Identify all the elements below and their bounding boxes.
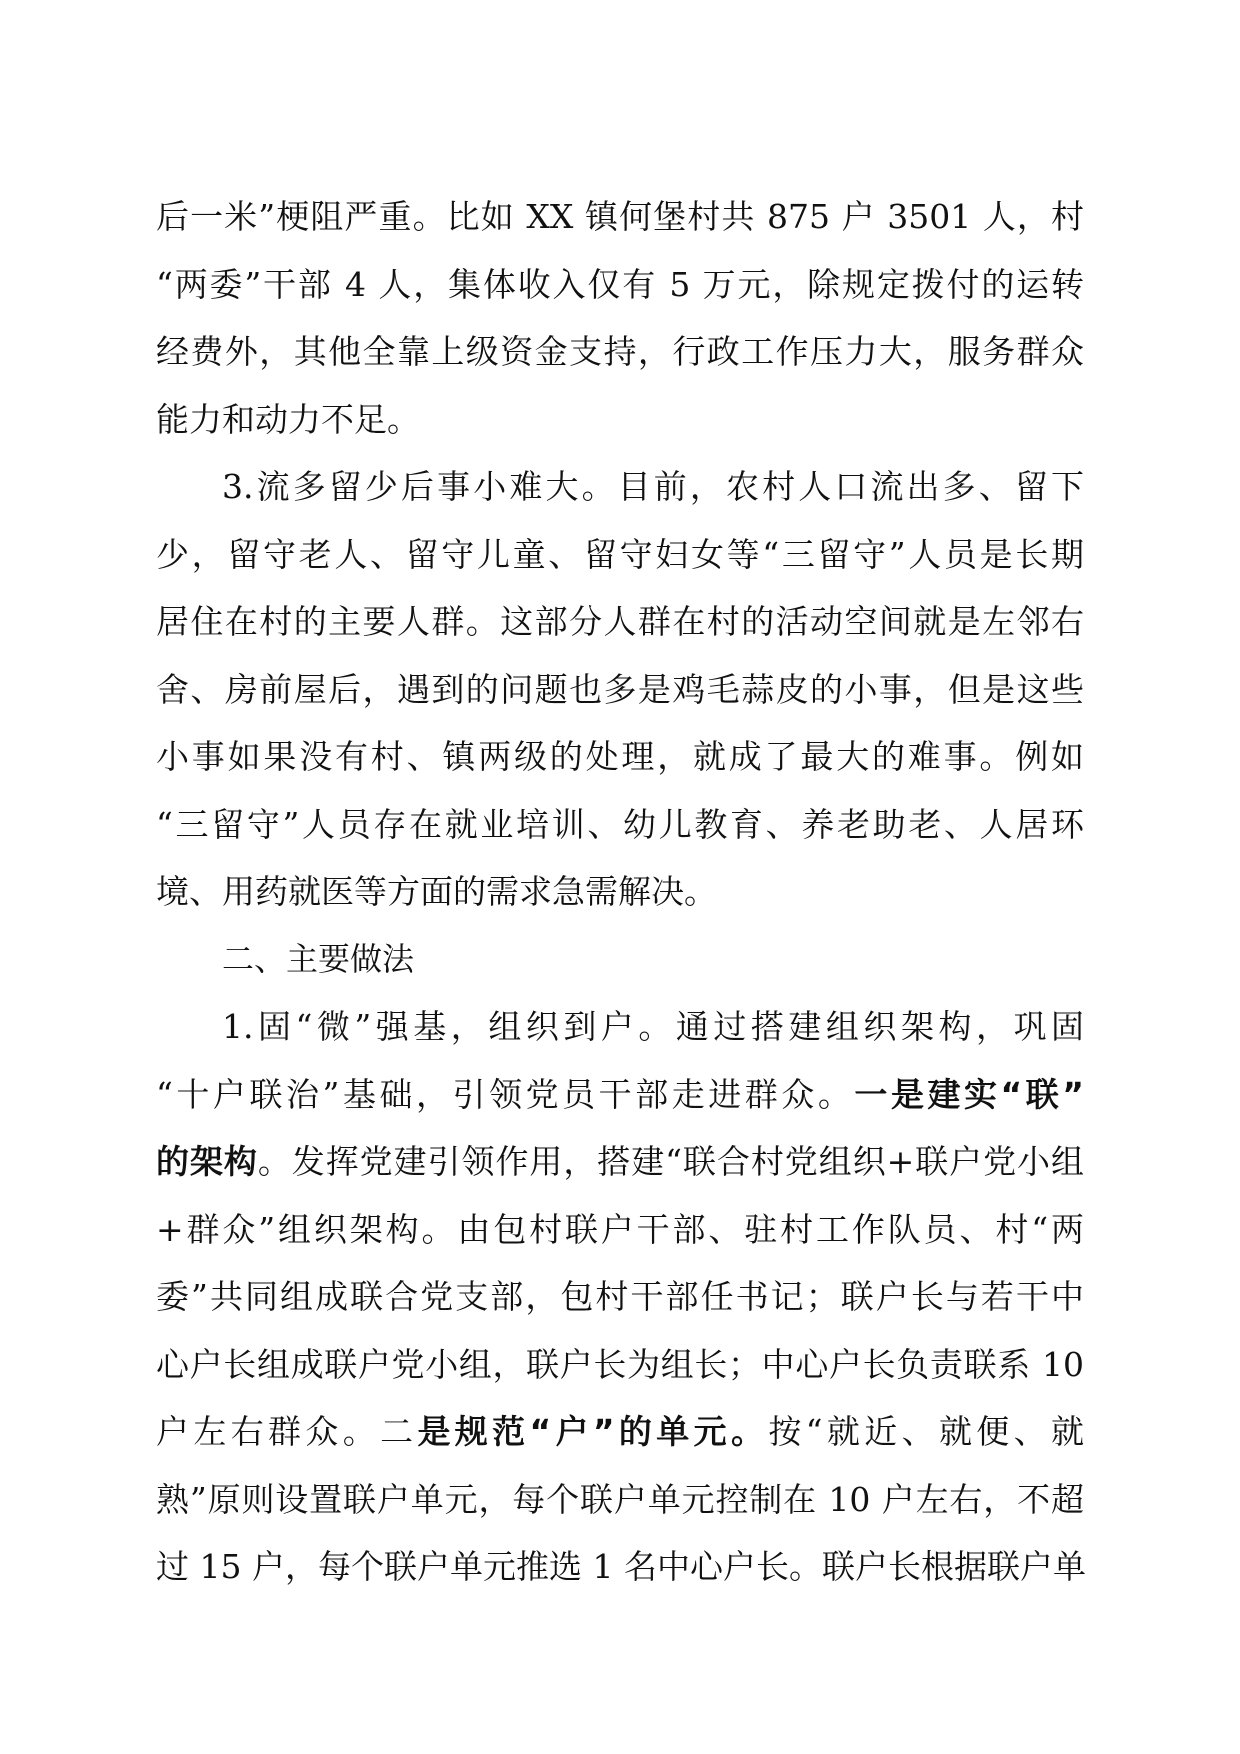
- bold-text: 的架构: [156, 1142, 258, 1181]
- text-line: [156, 1466, 1084, 1534]
- text-span: 委”共同组成联合党支部，包村干部任书记；联户长与若干中: [156, 1277, 1084, 1316]
- text-line: [156, 858, 1084, 926]
- text-span: 心户长组成联户党小组，联户长为组长；中心户长负责联系 10: [156, 1344, 1084, 1384]
- text-span: 小事如果没有村、镇两级的处理，就成了最大的难事。例如: [156, 737, 1084, 776]
- text-line: [156, 1533, 1084, 1601]
- text-line: [156, 1196, 1084, 1264]
- text-span: “十户联治”基础，引领党员干部走进群众。: [156, 1074, 855, 1114]
- text-line: [156, 723, 1084, 791]
- text-span: 经费外，其他全靠上级资金支持，行政工作压力大，服务群众: [156, 332, 1084, 371]
- text-line: [156, 251, 1084, 319]
- text-span: 按“就近、就便、就: [768, 1412, 1084, 1451]
- text-span: +群众”组织架构。由包村联户干部、驻村工作队员、村“两: [156, 1209, 1084, 1249]
- body-text: [156, 183, 1084, 1601]
- text-line: [156, 1263, 1084, 1331]
- text-line: [156, 453, 1084, 521]
- text-span: 。发挥党建引领作用，搭建“联合村党组织+联户党小组: [257, 1142, 1085, 1181]
- text-span: 熟”原则设置联户单元，每个联户单元控制在 10 户左右，不超: [156, 1479, 1084, 1519]
- text-line: [156, 1398, 1084, 1466]
- text-span: “两委”干部 4 人，集体收入仅有 5 万元，除规定拨付的运转: [156, 264, 1084, 304]
- text-line: [156, 1061, 1084, 1129]
- section-heading: [156, 926, 1084, 994]
- text-line: [156, 1331, 1084, 1399]
- text-line: [156, 993, 1084, 1061]
- text-line: [156, 386, 1084, 454]
- text-span: 后一米”梗阻严重。比如 XX 镇何堡村共 875 户 3501 人，村: [156, 197, 1084, 236]
- text-line: [156, 656, 1084, 724]
- text-span: 1.固“微”强基，组织到户。通过搭建组织架构，巩固: [222, 1007, 1084, 1046]
- bold-text: 是规范“户”的单元。: [417, 1412, 769, 1451]
- bold-text: 一是建实“联”: [854, 1074, 1084, 1114]
- text-span: “三留守”人员存在就业培训、幼儿教育、养老助老、人居环: [156, 804, 1084, 844]
- text-line: [156, 521, 1084, 589]
- text-span: 3.流多留少后事小难大。目前，农村人口流出多、留下: [222, 467, 1084, 506]
- text-line: [156, 183, 1084, 251]
- text-span: 能力和动力不足。: [156, 399, 420, 439]
- text-span: 少，留守老人、留守儿童、留守妇女等“三留守”人员是长期: [156, 534, 1084, 574]
- text-span: 过 15 户，每个联户单元推选 1 名中心户长。联户长根据联户单: [156, 1547, 1086, 1586]
- text-span: 二、主要做法: [222, 939, 415, 978]
- text-line: [156, 791, 1084, 859]
- text-line: [156, 588, 1084, 656]
- text-span: 舍、房前屋后，遇到的问题也多是鸡毛蒜皮的小事，但是这些: [156, 669, 1084, 709]
- text-span: 户左右群众。二: [156, 1412, 418, 1451]
- text-span: 境、用药就医等方面的需求急需解决。: [156, 872, 717, 911]
- text-span: 居住在村的主要人群。这部分人群在村的活动空间就是左邻右: [156, 602, 1084, 641]
- text-line: [156, 1128, 1084, 1196]
- text-line: [156, 318, 1084, 386]
